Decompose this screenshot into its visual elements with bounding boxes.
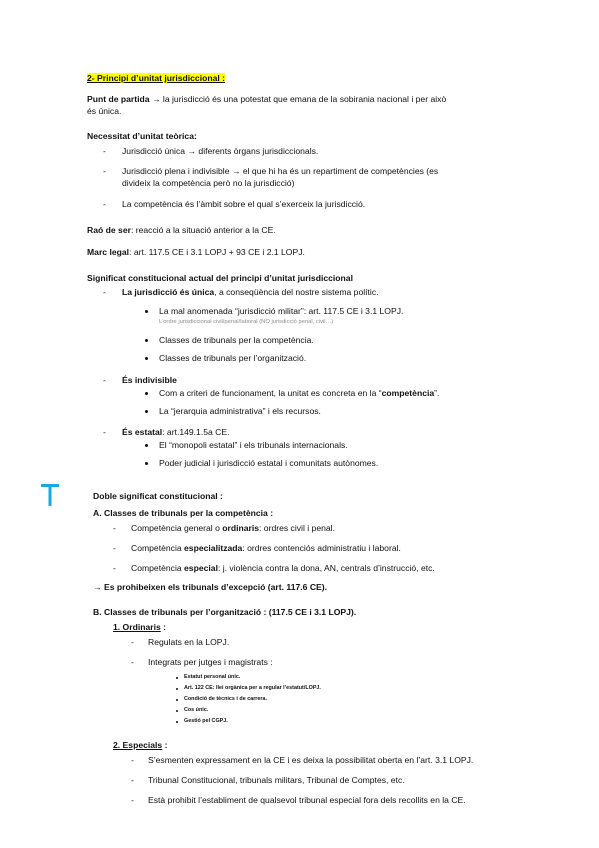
raho-text: : reacció a la situació anterior a la CE. (130, 225, 276, 235)
bullet-dot (145, 357, 148, 360)
significat-item-2: És indivisible (122, 375, 177, 385)
bullet-dot (176, 721, 178, 723)
bullet-dot (145, 444, 148, 447)
paragraph-punt-partida (87, 94, 446, 105)
significat-sub-5: La “jerarquia administrativa” i els recursos. (159, 406, 321, 416)
necessitat-heading: Necessitat d’unitat teòrica: (87, 131, 197, 141)
section-a-item-1 (131, 523, 335, 534)
necessitat-item-2: Jurisdicció plena i indivisible → el que hi ha és un repartiment de competències (es (122, 166, 439, 176)
dash-bullet: - (131, 795, 134, 805)
significat-sub-3: Classes de tribunals per l’organització. (159, 353, 307, 363)
paragraph-punt-partida-cont: és única. (87, 106, 122, 116)
significat-sub-4 (159, 388, 439, 399)
bullet-dot (145, 310, 148, 313)
significat-heading: Significat constitucional actual del principi d’unitat jurisdiccional (87, 273, 353, 283)
section-a-item-2-a: Competència (131, 543, 185, 553)
significat-sub-7: Poder judicial i jurisdicció estatal i comunitats autònomes. (159, 458, 379, 468)
especials-item-1: S’esmenten expressament en la CE i es deixa la possibilitat oberta en l’art. 3.1 LOPJ. (148, 755, 474, 765)
especials-item-2: Tribunal Constitucional, tribunals militars, Tribunal de Comptes, etc. (148, 775, 405, 785)
bullet-dot (176, 699, 178, 701)
ordinaris-sub-2: Art. 122 CE: llei orgànica per a regular l’estatut/LOPJ. (184, 685, 321, 691)
ordinaris-sub-1: Estatut personal únic. (184, 674, 241, 680)
section-a-item-2-bold: especialitzada (184, 543, 243, 553)
section-a-item-3-c: : j. violència contra la dona, AN, centrals d’instrucció, etc. (217, 563, 435, 573)
especials-heading-text: 2. Especials (113, 740, 163, 750)
significat-sub-6: El “monopoli estatal” i els tribunals internacionals. (159, 440, 348, 450)
necessitat-item-2-cont: divideix la competència però no la jurisdicció) (122, 178, 295, 188)
significat-sub-1-note: L’ordre jurisdiccional civil/penal/laboral (NO jurisdicció penal, civil…) (159, 319, 334, 325)
significat-item-3-rest: : art.149.1.5a CE. (162, 427, 230, 437)
dash-bullet: - (131, 755, 134, 765)
marc-text: : art. 117.5 CE i 3.1 LOPJ + 93 CE i 2.1 LOPJ. (129, 247, 305, 257)
section-a-item-1-bold: ordinaris (222, 523, 260, 533)
dash-bullet: - (131, 657, 134, 667)
punt-partida-text: → la jurisdicció és una potestat que emana de la sobirania nacional i per això (149, 94, 447, 104)
section-title (87, 73, 225, 84)
dash-bullet: - (103, 427, 106, 437)
text-cursor-icon[interactable] (40, 483, 60, 507)
prohibicio-note: → Es prohibeixen els tribunals d’excepció (art. 117.6 CE). (93, 582, 328, 592)
marc-legal (87, 247, 305, 258)
ordinaris-sub-3: Condició de tècnics i de carrera. (184, 696, 267, 702)
dash-bullet: - (113, 523, 116, 533)
ordinaris-colon: : (160, 622, 167, 632)
necessitat-item-1: Jurisdicció única → diferents òrgans jurisdiccionals. (122, 146, 319, 156)
significat-sub-4-bold: competència (381, 388, 435, 398)
significat-sub-1: La mal anomenada “jurisdicció militar”: art. 117.5 CE i 3.1 LOPJ. (159, 306, 404, 316)
especials-item-3: Està prohibit l’establiment de qualsevol tribunal especial fora dels recollits en la CE. (148, 795, 466, 805)
significat-sub-4-c: ”. (434, 388, 440, 398)
dash-bullet: - (113, 543, 116, 553)
significat-item-3-bold: És estatal (122, 427, 163, 437)
significat-item-1-rest: , a conseqüència del nostre sistema polític. (214, 287, 379, 297)
bullet-dot (176, 710, 178, 712)
bullet-dot (176, 688, 178, 690)
raho-de-ser (87, 225, 276, 236)
significat-item-3 (122, 427, 230, 438)
section-a-heading: A. Classes de tribunals per la competència : (93, 508, 274, 518)
section-a-item-2 (131, 543, 401, 554)
bullet-dot (176, 677, 178, 679)
ordinaris-item-1: Regulats en la LOPJ. (148, 637, 230, 647)
bullet-dot (145, 410, 148, 413)
section-a-item-3-bold: especial (184, 563, 218, 573)
dash-bullet: - (103, 146, 106, 156)
punt-partida-label: Punt de partida (87, 94, 150, 104)
doble-significat-heading: Doble significat constitucional : (93, 491, 223, 501)
dash-bullet: - (103, 166, 106, 176)
section-a-item-1-c: : ordres civil i penal. (259, 523, 335, 533)
bullet-dot (145, 392, 148, 395)
dash-bullet: - (113, 563, 116, 573)
bullet-dot (145, 339, 148, 342)
dash-bullet: - (131, 637, 134, 647)
especials-heading (113, 740, 167, 751)
section-a-item-3-a: Competència (131, 563, 185, 573)
section-b-heading: B. Classes de tribunals per l’organització : (117.5 CE i 3.1 LOPJ). (93, 607, 357, 617)
ordinaris-sub-5: Gestió pel CGPJ. (184, 718, 228, 724)
significat-item-1 (122, 287, 379, 298)
ordinaris-heading-text: 1. Ordinaris (113, 622, 161, 632)
necessitat-item-3: La competència és l’àmbit sobre el qual s’exerceix la jurisdicció. (122, 199, 366, 209)
significat-sub-2: Classes de tribunals per la competència. (159, 335, 314, 345)
dash-bullet: - (103, 199, 106, 209)
section-a-item-3 (131, 563, 435, 574)
section-a-item-1-a: Competència general o (131, 523, 223, 533)
dash-bullet: - (131, 775, 134, 785)
marc-label: Marc legal (87, 247, 130, 257)
raho-label: Raó de ser (87, 225, 131, 235)
ordinaris-item-2: Integrats per jutges i magistrats : (148, 657, 273, 667)
ordinaris-sub-4: Cos únic. (184, 707, 209, 713)
significat-sub-4-a: Com a criteri de funcionament, la unitat es concreta en la “ (159, 388, 382, 398)
especials-colon: : (162, 740, 168, 750)
dash-bullet: - (103, 287, 106, 297)
ordinaris-heading (113, 622, 166, 633)
dash-bullet: - (103, 375, 106, 385)
section-a-item-2-c: : ordres contenciós administratiu i laboral. (242, 543, 401, 553)
significat-item-1-bold: La jurisdicció és única (122, 287, 215, 297)
section-title-text: 2- Principi d’unitat jurisdiccional : (87, 73, 225, 83)
bullet-dot (145, 462, 148, 465)
